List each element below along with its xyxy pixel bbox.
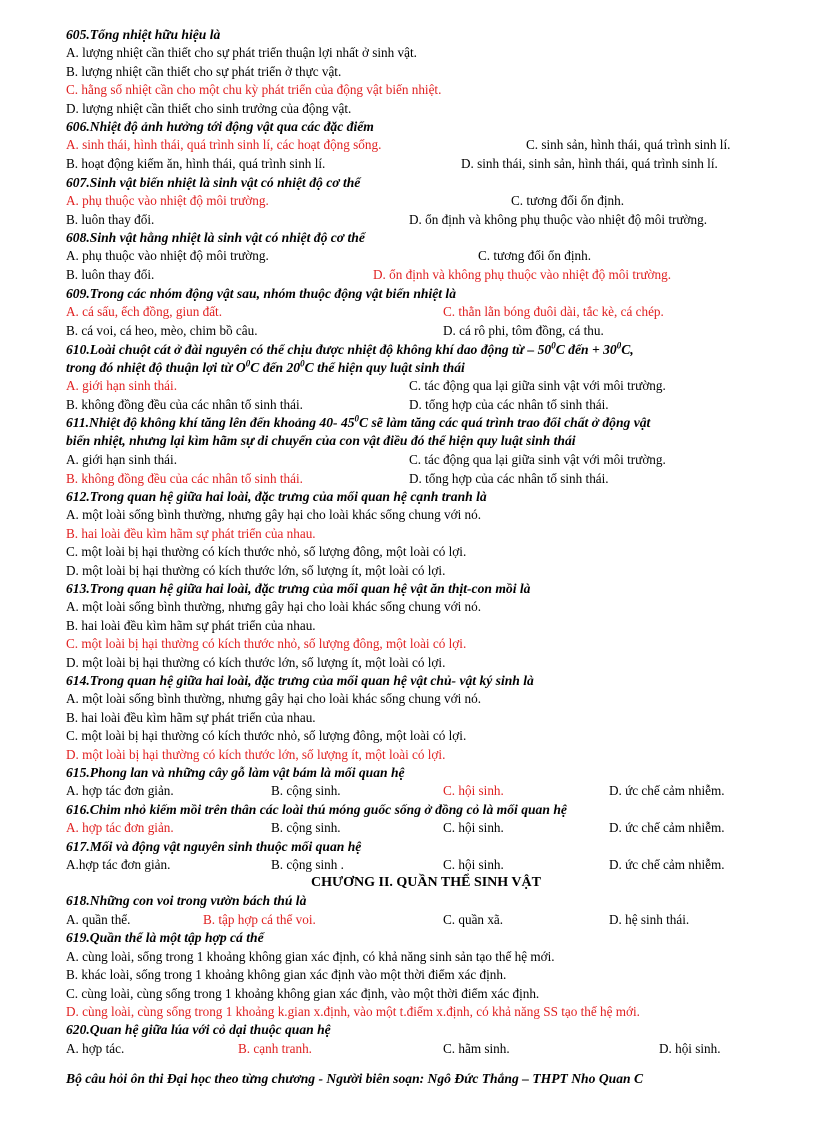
q616-option-c: C. hội sinh.: [443, 820, 504, 835]
q612-option-d: D. một loài bị hại thường có kích thước lớn, số lượng ít, một loài có lợi.: [66, 563, 446, 578]
q614-option-a: A. một loài sống bình thường, nhưng gây hại cho loài khác sống chung với nó.: [66, 691, 482, 706]
q606-row-1: [66, 136, 786, 154]
question-611-title-line-1: 611.Nhiệt độ không khí tăng lên đến khoảng 40- $45^0C$ sẽ làm tăng các quá trình trao đổi chất ở động vật: [66, 413, 651, 430]
q616-options: [66, 819, 786, 837]
q618-option-b-answer: B. tập hợp cá thể voi.: [203, 912, 316, 927]
q613-option-a: A. một loài sống bình thường, nhưng gây hại cho loài khác sống chung với nó.: [66, 599, 482, 614]
q618-option-d: D. hệ sinh thái.: [609, 912, 690, 927]
question-619-title: 619.Quần thể là một tập hợp cá thể: [66, 930, 264, 945]
q611-row-1: [66, 451, 786, 469]
q611-option-a: A. giới hạn sinh thái.: [66, 452, 177, 467]
q608-row-1: [66, 247, 786, 265]
q618-option-a: A. quần thể.: [66, 912, 131, 927]
q613-option-d: D. một loài bị hại thường có kích thước lớn, số lượng ít, một loài có lợi.: [66, 655, 446, 670]
q606-row-2: [66, 155, 786, 173]
q615-option-a: A. hợp tác đơn giản.: [66, 783, 174, 798]
q606-option-a-answer: A. sinh thái, hình thái, quá trình sinh lí, các hoạt động sống.: [66, 137, 382, 152]
q610-option-b: B. không đồng đều của các nhân tố sinh thái.: [66, 397, 303, 412]
question-610-title-line-1: 610.Loài chuột cát ở đài nguyên có thể chịu được nhiệt độ không khí dao động từ – $50^0C$ đến + $30^0C$,: [66, 340, 634, 357]
q618-option-c: C. quần xã.: [443, 912, 504, 927]
q605-option-c-answer: C. hằng số nhiệt cần cho một chu kỳ phát triển của động vật biến nhiệt.: [66, 82, 442, 97]
q612-option-b-answer: B. hai loài đều kìm hãm sự phát triển của nhau.: [66, 526, 316, 541]
q612-option-c: C. một loài bị hại thường có kích thước nhỏ, số lượng đông, một loài có lợi.: [66, 544, 467, 559]
q620-option-c: C. hãm sinh.: [443, 1041, 510, 1056]
q611-option-c: C. tác động qua lại giữa sinh vật với môi trường.: [409, 452, 666, 467]
q620-options: [66, 1040, 786, 1058]
question-615-title: 615.Phong lan và những cây gỗ làm vật bám là mối quan hệ: [66, 765, 405, 780]
q610-option-a-answer: A. giới hạn sinh thái.: [66, 378, 177, 393]
q605-option-a: A. lượng nhiệt cần thiết cho sự phát triển thuận lợi nhất ở sinh vật.: [66, 45, 417, 60]
q605-option-b: B. lượng nhiệt cần thiết cho sự phát triển ở thực vật.: [66, 64, 342, 79]
q617-options: [66, 856, 786, 874]
q610-row-2: [66, 396, 786, 414]
q612-option-a: A. một loài sống bình thường, nhưng gây hại cho loài khác sống chung với nó.: [66, 507, 482, 522]
q614-option-d-answer: D. một loài bị hại thường có kích thước lớn, số lượng ít, một loài có lợi.: [66, 747, 446, 762]
q606-option-c: C. sinh sản, hình thái, quá trình sinh lí.: [526, 137, 731, 152]
q616-option-a-answer: A. hợp tác đơn giản.: [66, 820, 174, 835]
question-608-title: 608.Sinh vật hằng nhiệt là sinh vật có nhiệt độ cơ thể: [66, 230, 365, 245]
q610-option-c: C. tác động qua lại giữa sinh vật với môi trường.: [409, 378, 666, 393]
q608-row-2: [66, 266, 786, 284]
q607-row-1: [66, 192, 786, 210]
q617-option-b: B. cộng sinh .: [271, 857, 344, 872]
question-617-title: 617.Mối và động vật nguyên sinh thuộc mối quan hệ: [66, 839, 362, 854]
q608-option-c: C. tương đối ổn định.: [478, 248, 592, 263]
q614-option-b: B. hai loài đều kìm hãm sự phát triển của nhau.: [66, 710, 316, 725]
q615-option-c-answer: C. hội sinh.: [443, 783, 504, 798]
q616-option-b: B. cộng sinh.: [271, 820, 341, 835]
q620-option-a: A. hợp tác.: [66, 1041, 125, 1056]
q615-options: [66, 782, 786, 800]
q619-option-a: A. cùng loài, sống trong 1 khoảng không gian xác định, có khả năng sinh sản tạo thế hệ mới.: [66, 949, 555, 964]
q609-row-1: [66, 303, 786, 321]
q607-option-b: B. luôn thay đổi.: [66, 212, 155, 227]
q611-option-b-answer: B. không đồng đều của các nhân tố sinh thái.: [66, 471, 303, 486]
question-610-title-line-2: trong đó nhiệt độ thuận lợi từ $O^0C$ đến $20^0C$ thể hiện quy luật sinh thái: [66, 358, 465, 375]
question-605-title: 605.Tổng nhiệt hữu hiệu là: [66, 27, 221, 42]
q615-option-d: D. ức chế cảm nhiễm.: [609, 783, 725, 798]
q611-option-d: D. tổng hợp của các nhân tố sinh thái.: [409, 471, 609, 486]
question-618-title: 618.Những con voi trong vườn bách thú là: [66, 893, 307, 908]
q613-option-c-answer: C. một loài bị hại thường có kích thước nhỏ, số lượng đông, một loài có lợi.: [66, 636, 467, 651]
question-614-title: 614.Trong quan hệ giữa hai loài, đặc trưng của mối quan hệ vật chủ- vật ký sinh là: [66, 673, 534, 688]
q615-option-b: B. cộng sinh.: [271, 783, 341, 798]
q609-option-a-answer: A. cá sấu, ếch đồng, giun đất.: [66, 304, 223, 319]
q606-option-b: B. hoạt động kiếm ăn, hình thái, quá trình sinh lí.: [66, 156, 326, 171]
q617-option-d: D. ức chế cảm nhiễm.: [609, 857, 725, 872]
q610-option-d: D. tổng hợp của các nhân tố sinh thái.: [409, 397, 609, 412]
question-609-title: 609.Trong các nhóm động vật sau, nhóm thuộc động vật biến nhiệt là: [66, 286, 456, 301]
question-612-title: 612.Trong quan hệ giữa hai loài, đặc trưng của mối quan hệ cạnh tranh là: [66, 489, 487, 504]
q609-option-b: B. cá voi, cá heo, mèo, chim bồ câu.: [66, 323, 258, 338]
q608-option-d-answer: D. ổn định và không phụ thuộc vào nhiệt độ môi trường.: [373, 267, 671, 282]
question-606-title: 606.Nhiệt độ ảnh hưởng tới động vật qua các đặc điểm: [66, 119, 374, 134]
q609-option-c-answer: C. thằn lằn bóng đuôi dài, tắc kè, cá chép.: [443, 304, 664, 319]
q619-option-b: B. khác loài, sống trong 1 khoảng không gian xác định vào một thời điểm xác định.: [66, 967, 507, 982]
chapter-heading: CHƯƠNG II. QUẦN THỂ SINH VẬT: [310, 875, 541, 890]
page-footer: Bộ câu hỏi ôn thi Đại học theo từng chương - Người biên soạn: Ngô Đức Thắng – THPT Nho Quan C: [66, 1071, 644, 1086]
q617-option-c: C. hội sinh.: [443, 857, 504, 872]
q607-option-c: C. tương đối ổn định.: [511, 193, 625, 208]
q617-option-a: A.hợp tác đơn giản.: [66, 857, 171, 872]
q609-row-2: [66, 322, 786, 340]
q619-option-d-answer: D. cùng loài, cùng sống trong 1 khoảng k.gian x.định, vào một t.điểm x.định, có khả năng SS tạo thế hệ mới.: [66, 1004, 640, 1019]
question-607-title: 607.Sinh vật biến nhiệt là sinh vật có nhiệt độ cơ thể: [66, 175, 361, 190]
q608-option-b: B. luôn thay đổi.: [66, 267, 155, 282]
q607-row-2: [66, 211, 786, 229]
question-620-title: 620.Quan hệ giữa lúa với cỏ dại thuộc quan hệ: [66, 1022, 331, 1037]
q606-option-d: D. sinh thái, sinh sản, hình thái, quá trình sinh lí.: [461, 156, 718, 171]
q607-option-a-answer: A. phụ thuộc vào nhiệt độ môi trường.: [66, 193, 269, 208]
q616-option-d: D. ức chế cảm nhiễm.: [609, 820, 725, 835]
q605-option-d: D. lượng nhiệt cần thiết cho sinh trưởng của động vật.: [66, 101, 352, 116]
q614-option-c: C. một loài bị hại thường có kích thước nhỏ, số lượng đông, một loài có lợi.: [66, 728, 467, 743]
q607-option-d: D. ổn định và không phụ thuộc vào nhiệt độ môi trường.: [409, 212, 707, 227]
q613-option-b: B. hai loài đều kìm hãm sự phát triển của nhau.: [66, 618, 316, 633]
question-611-title-line-2: biến nhiệt, nhưng lại kìm hãm sự di chuyển của con vật điều đó thể hiện quy luật sinh thái: [66, 433, 576, 448]
q609-option-d: D. cá rô phi, tôm đồng, cá thu.: [443, 323, 604, 338]
question-616-title: 616.Chim nhỏ kiếm mồi trên thân các loài thú móng guốc sống ở đồng cỏ là mối quan hệ: [66, 802, 567, 817]
q620-option-b-answer: B. cạnh tranh.: [238, 1041, 312, 1056]
q620-option-d: D. hội sinh.: [659, 1041, 721, 1056]
question-613-title: 613.Trong quan hệ giữa hai loài, đặc trưng của mối quan hệ vật ăn thịt-con mồi là: [66, 581, 531, 596]
q619-option-c: C. cùng loài, cùng sống trong 1 khoảng không gian xác định, vào một thời điểm xác định.: [66, 986, 540, 1001]
q608-option-a: A. phụ thuộc vào nhiệt độ môi trường.: [66, 248, 269, 263]
q618-options: [66, 911, 786, 929]
q611-row-2: [66, 470, 786, 488]
q610-row-1: [66, 377, 786, 395]
